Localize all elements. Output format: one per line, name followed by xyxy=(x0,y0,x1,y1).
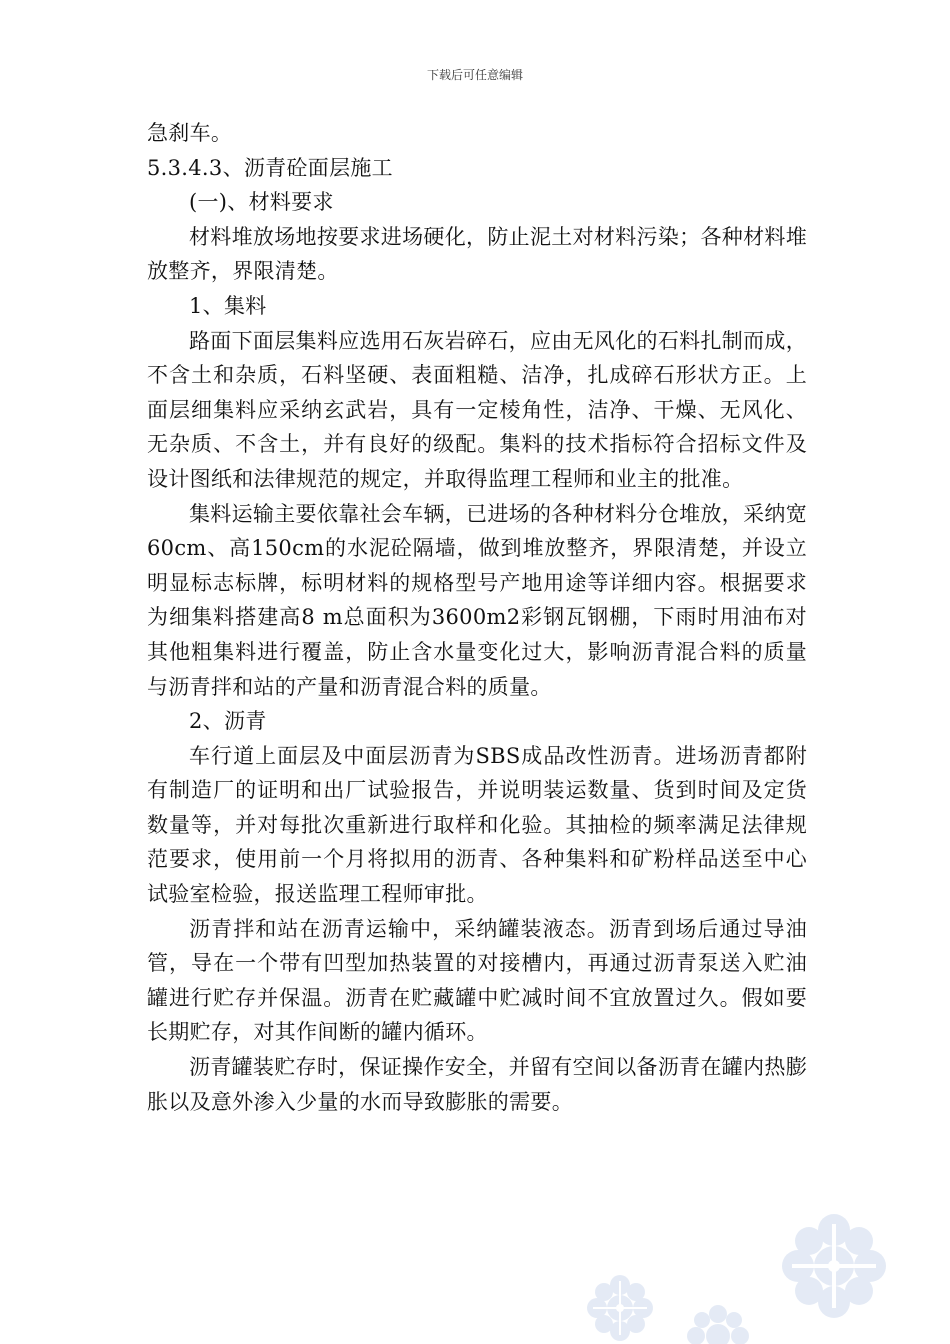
subheading: (一)、材料要求 xyxy=(189,190,334,215)
paragraph: 沥青罐装贮存时，保证操作安全，并留有空间以备沥青在罐内热膨胀以及意外渗入少量的水而导致膨胀的需要。 xyxy=(147,1055,807,1114)
snowflake-watermark-icon xyxy=(778,1210,890,1322)
section-heading: 5.3.4.3、沥青砼面层施工 xyxy=(147,155,393,180)
paragraph: 路面下面层集料应选用石灰岩碎石，应由无风化的石料扎制而成，不含土和杂质，石料坚硬、表面粗糙、洁净，扎成碎石形状方正。上面层细集料应采纳玄武岩，具有一定棱角性，洁净、干燥、无风化、无杂质、不含土，并有良好的级配。集料的技术指标符合招标文件及设计图纸和法律规范的规定，并取得监理工程师和业主的批准。 xyxy=(147,328,807,491)
snowflake-watermark-icon xyxy=(584,1272,656,1344)
text-line: 急刹车。 xyxy=(147,121,233,145)
paragraph: 集料运输主要依靠社会车辆，已进场的各种材料分仓堆放，采纳宽60cm、高150cm的水泥砼隔墙，做到堆放整齐，界限清楚，并设立明显标志标牌，标明材料的规格型号产地用途等详细内容。根据要求为细集料搭建高8 m总面积为3600m2彩钢瓦钢棚，下雨时用油布对其他粗集料进行覆盖，防止含水量变化过大，影响沥青混合料的质量与沥青拌和站的产量和沥青混合料的质量。 xyxy=(147,501,807,699)
page-header: 下载后可任意编辑 xyxy=(426,68,523,82)
subheading: 2、沥青 xyxy=(189,709,267,734)
snowflake-watermark-icon xyxy=(686,1304,750,1344)
paragraph: 沥青拌和站在沥青运输中，采纳罐装液态。沥青到场后通过导油管，导在一个带有凹型加热装置的对接槽内，再通过沥青泵送入贮油罐进行贮存并保温。沥青在贮藏罐中贮减时间不宜放置过久。假如要长期贮存，对其作间断的罐内循环。 xyxy=(147,916,807,1045)
subheading: 1、集料 xyxy=(189,293,267,318)
paragraph: 材料堆放场地按要求进场硬化，防止泥土对材料污染；各种材料堆放整齐，界限清楚。 xyxy=(147,224,807,284)
paragraph: 车行道上面层及中面层沥青为SBS成品改性沥青。进场沥青都附有制造厂的证明和出厂试验报告，并说明装运数量、货到时间及定货数量等，并对每批次重新进行取样和化验。其抽检的频率满足法律规范要求，使用前一个月将拟用的沥青、各种集料和矿粉样品送至中心试验室检验，报送监理工程师审批。 xyxy=(147,743,807,907)
document-body xyxy=(147,116,807,1119)
